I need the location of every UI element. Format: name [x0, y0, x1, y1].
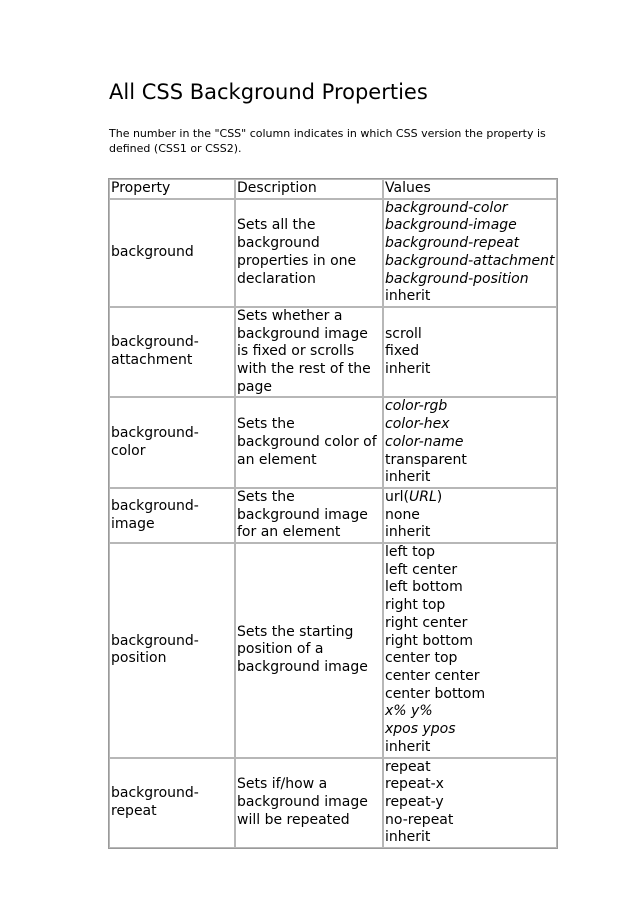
property-values-cell	[383, 758, 557, 849]
table-header-row	[109, 179, 557, 199]
value-item: xpos ypos	[385, 721, 456, 738]
table-row	[109, 758, 557, 849]
properties-table	[108, 178, 558, 849]
value-item: background-color	[385, 199, 508, 216]
value-item: center top	[385, 650, 458, 667]
header-values: Values	[383, 179, 557, 199]
property-values-cell	[383, 307, 557, 398]
value-item: repeat-x	[385, 776, 444, 793]
property-description-cell: Sets all the background properties in one declaration	[235, 199, 383, 307]
value-item: right bottom	[385, 632, 473, 649]
value-item: color-name	[385, 433, 464, 450]
value-item: left bottom	[385, 579, 463, 596]
value-item: center bottom	[385, 685, 486, 702]
value-item: left top	[385, 544, 436, 561]
value-item: fixed	[385, 343, 420, 360]
table-body	[109, 199, 557, 848]
value-item: repeat-y	[385, 793, 444, 810]
property-description-cell: Sets if/how a background image will be repeated	[235, 758, 383, 849]
value-item: inherit	[385, 829, 431, 846]
header-property: Property	[109, 179, 235, 199]
table-row	[109, 307, 557, 398]
value-suffix: )	[436, 488, 443, 505]
value-item: right center	[385, 614, 468, 631]
property-values-cell	[383, 488, 557, 543]
value-item: no-repeat	[385, 811, 454, 828]
property-values-cell	[383, 199, 557, 307]
value-item: inherit	[385, 361, 431, 378]
value-item: color-hex	[385, 416, 450, 433]
value-item: inherit	[385, 469, 431, 486]
value-item: inherit	[385, 524, 431, 541]
intro-paragraph: The number in the "CSS" column indicates in which CSS version the property is defined (CSS1 or CSS2).	[109, 127, 546, 155]
value-item: none	[385, 506, 420, 523]
value-item: background-image	[385, 217, 517, 234]
property-name-cell: background-color	[109, 397, 235, 488]
value-item: right top	[385, 597, 446, 614]
value-item: x% y%	[385, 703, 433, 720]
value-item: inherit	[385, 288, 431, 305]
value-item: center center	[385, 667, 480, 684]
value-item: background-repeat	[385, 235, 520, 252]
table-row	[109, 543, 557, 757]
property-values-cell	[383, 397, 557, 488]
header-description: Description	[235, 179, 383, 199]
value-item: background-attachment	[385, 252, 555, 269]
property-name-cell: background-attachment	[109, 307, 235, 398]
value-prefix: url(	[385, 488, 409, 505]
value-item: transparent	[385, 451, 467, 468]
value-item: background-position	[385, 270, 529, 287]
property-description-cell: Sets whether a background image is fixed or scrolls with the rest of the page	[235, 307, 383, 398]
property-name-cell: background-repeat	[109, 758, 235, 849]
table-row	[109, 199, 557, 307]
property-description-cell: Sets the background color of an element	[235, 397, 383, 488]
table-row	[109, 397, 557, 488]
property-description-cell: Sets the starting position of a background image	[235, 543, 383, 757]
page-title: All CSS Background Properties	[109, 80, 428, 104]
table-row	[109, 488, 557, 543]
value-item: repeat	[385, 758, 431, 775]
value-item: scroll	[385, 325, 422, 342]
property-name-cell: background-image	[109, 488, 235, 543]
property-values-cell	[383, 543, 557, 757]
value-item	[385, 489, 555, 507]
value-item: inherit	[385, 738, 431, 755]
property-description-cell: Sets the background image for an element	[235, 488, 383, 543]
value-italic-part: URL	[408, 488, 437, 505]
property-name-cell: background	[109, 199, 235, 307]
value-item: color-rgb	[385, 398, 448, 415]
value-item: left center	[385, 561, 458, 578]
property-name-cell: background-position	[109, 543, 235, 757]
